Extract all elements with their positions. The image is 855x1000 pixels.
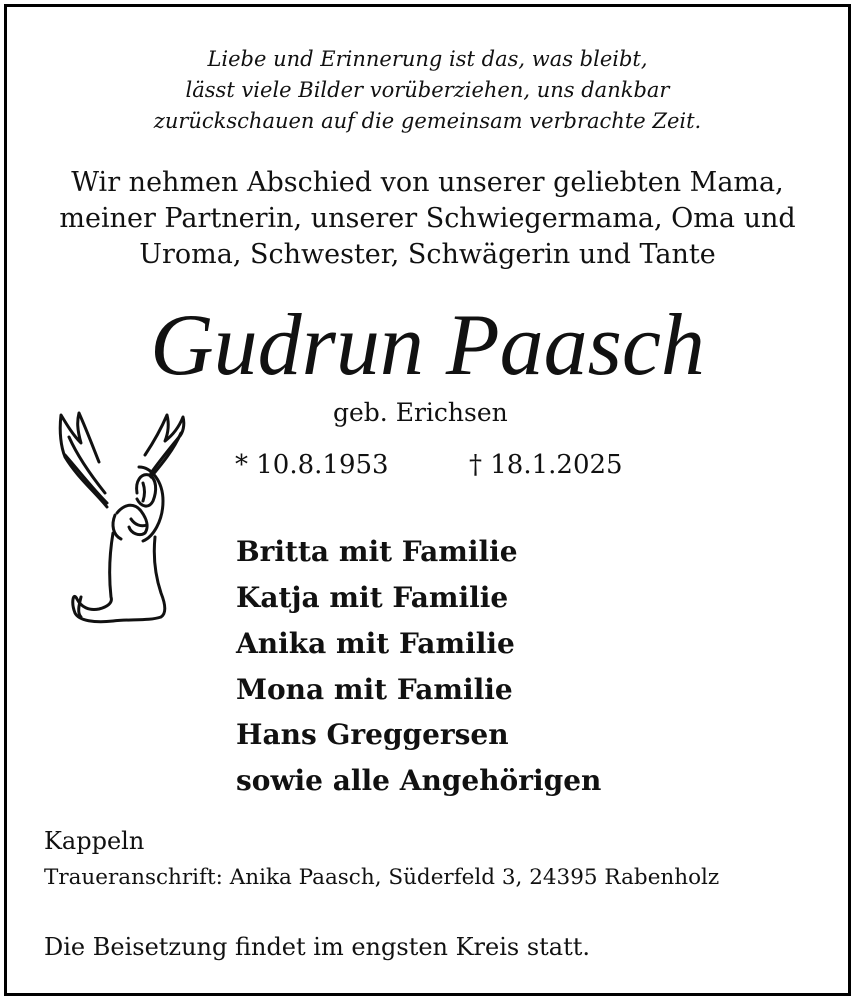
intro-line-1: Wir nehmen Abschied von unserer geliebten Mama, <box>71 167 784 198</box>
obituary-notice <box>4 4 851 996</box>
birth-date: * 10.8.1953 <box>235 450 389 480</box>
death-date: † 18.1.2025 <box>469 450 623 480</box>
place: Kappeln <box>44 827 145 855</box>
mourner-item: sowie alle Angehörigen <box>236 764 602 797</box>
intro-line-2: meiner Partnerin, unserer Schwiegermama, Oma und <box>59 203 796 234</box>
birth-name: geb. Erichsen <box>333 398 508 427</box>
mourner-item: Katja mit Familie <box>236 581 509 614</box>
angel-icon <box>55 407 195 639</box>
intro-line-3: Uroma, Schwester, Schwägerin und Tante <box>139 239 716 270</box>
mourner-item: Anika mit Familie <box>236 627 515 660</box>
mourner-item: Hans Greggersen <box>236 718 509 751</box>
poem-line-2: lässt viele Bilder vorüberziehen, uns dankbar <box>185 78 670 102</box>
funeral-notice: Die Beisetzung findet im engsten Kreis statt. <box>44 933 591 961</box>
poem-line-1: Liebe und Erinnerung ist das, was bleibt, <box>207 47 648 71</box>
poem-line-3: zurückschauen auf die gemeinsam verbrachte Zeit. <box>153 109 702 133</box>
mourner-item: Mona mit Familie <box>236 673 513 706</box>
mourning-address: Traueranschrift: Anika Paasch, Süderfeld 3, 24395 Rabenholz <box>44 865 720 890</box>
mourner-item: Britta mit Familie <box>236 535 518 568</box>
deceased-name: Gudrun Paasch <box>150 297 705 394</box>
